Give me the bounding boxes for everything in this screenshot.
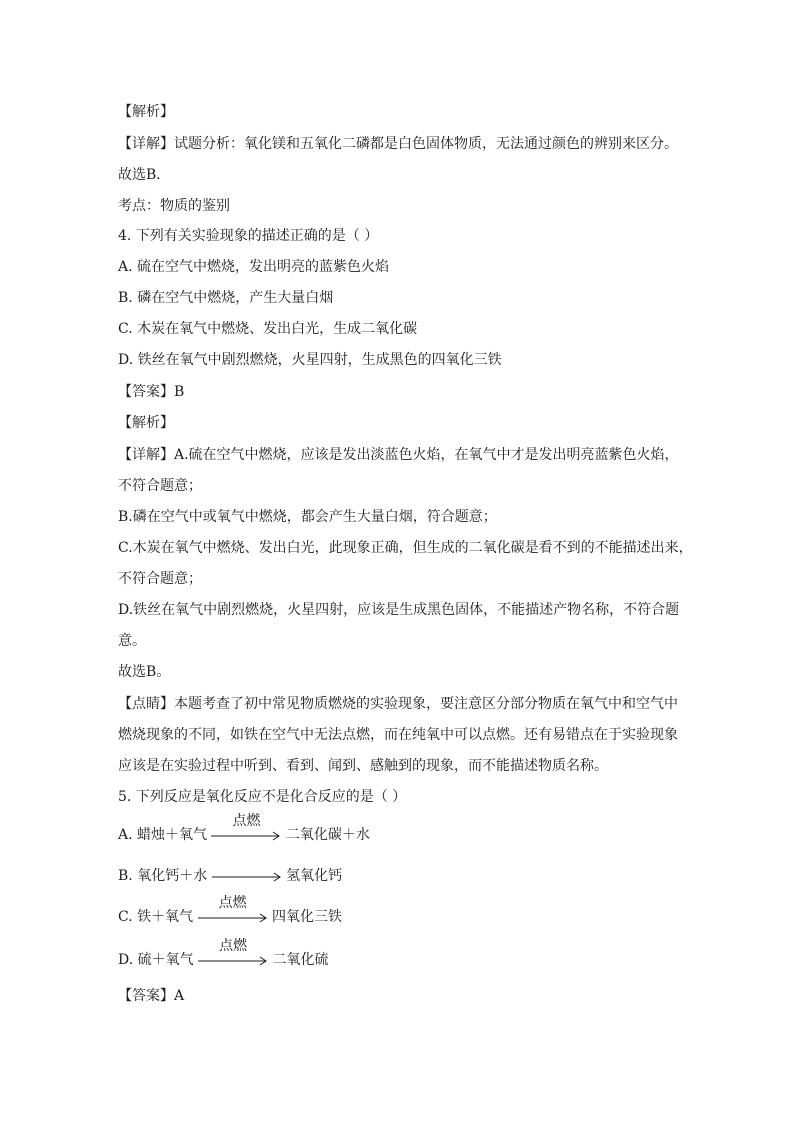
- question-4-option-c: C. 木炭在氧气中燃烧、发出白光，生成二氧化碳: [118, 321, 418, 337]
- question-4-option-d: D. 铁丝在氧气中剧烈燃烧，火星四射，生成黑色的四氧化三铁: [118, 352, 502, 368]
- option-label: C.: [118, 909, 133, 925]
- option-label: D.: [118, 952, 134, 968]
- detail-text: 意。: [118, 633, 146, 649]
- key-point-text: 【点睛】本题考查了初中常见物质燃烧的实验现象，要注意区分部分物质在氧气中和空气中: [118, 696, 678, 712]
- reactants: 铁＋氧气: [137, 909, 194, 925]
- reaction-arrow: [212, 866, 282, 886]
- products: 二氧化硫: [272, 952, 329, 968]
- question-5-option-b: [118, 866, 342, 886]
- detail-text: B.磷在空气中或氧气中燃烧，都会产生大量白烟，符合题意；: [118, 509, 497, 525]
- reactants: 硫＋氧气: [137, 952, 194, 968]
- reactants: 蜡烛＋氧气: [137, 827, 208, 843]
- reaction-condition: 点燃: [219, 938, 248, 954]
- detail-text: 不符合题意；: [118, 478, 202, 494]
- option-label: B.: [118, 868, 133, 884]
- analysis-heading: 【解析】: [118, 415, 174, 431]
- reaction-arrow: [198, 938, 268, 970]
- arrow-icon: [212, 870, 282, 882]
- question-4-stem: 4. 下列有关实验现象的描述正确的是（ ）: [118, 228, 379, 244]
- detail-text: 【详解】试题分析：氧化镁和五氧化二磷都是白色固体物质，无法通过颜色的辨别来区分。: [118, 136, 678, 152]
- detail-text: D.铁丝在氧气中剧烈燃烧，火星四射，应该是生成黑色固体，不能描述产物名称，不符合题: [118, 602, 680, 618]
- knowledge-point: 考点：物质的鉴别: [118, 198, 230, 214]
- detail-text: 不符合题意；: [118, 571, 202, 587]
- reaction-arrow: [211, 813, 281, 845]
- detail-text: C.木炭在氧气中燃烧、发出白光，此现象正确，但生成的二氧化碳是看不到的不能描述出来，: [118, 540, 693, 556]
- question-5-option-a: [118, 813, 370, 845]
- question-4-option-a: A. 硫在空气中燃烧，发出明亮的蓝紫色火焰: [118, 259, 390, 275]
- answer-choice-text: 故选B。: [118, 664, 171, 680]
- reactants: 氧化钙＋水: [137, 868, 208, 884]
- products: 氢氧化钙: [286, 868, 343, 884]
- products: 二氧化碳＋水: [285, 827, 370, 843]
- question-4-answer: 【答案】B: [118, 384, 185, 400]
- reaction-condition: 点燃: [218, 895, 247, 911]
- key-point-text: 燃烧现象的不同，如铁在空气中无法点燃，而在纯氧中可以点燃。还有易错点在于实验现象: [118, 727, 678, 743]
- question-5-option-d: [118, 938, 329, 970]
- question-5-stem: 5. 下列反应是氧化反应不是化合反应的是（ ）: [118, 789, 407, 805]
- question-4-option-b: B. 磷在空气中燃烧，产生大量白烟: [118, 290, 334, 306]
- key-point-text: 应该是在实验过程中听到、看到、闻到、感触到的现象，而不能描述物质名称。: [118, 758, 608, 774]
- reaction-condition: 点燃: [232, 813, 261, 829]
- option-label: A.: [118, 827, 133, 843]
- question-5-answer: 【答案】A: [118, 988, 185, 1004]
- products: 四氧化三铁: [272, 909, 343, 925]
- reaction-arrow: [198, 895, 268, 927]
- analysis-heading: 【解析】: [118, 104, 174, 120]
- detail-text: 【详解】A.硫在空气中燃烧，应该是发出淡蓝色火焰，在氧气中才是发出明亮蓝紫色火焰，: [118, 447, 679, 463]
- answer-choice-text: 故选B．: [118, 167, 171, 183]
- question-5-option-c: [118, 895, 343, 927]
